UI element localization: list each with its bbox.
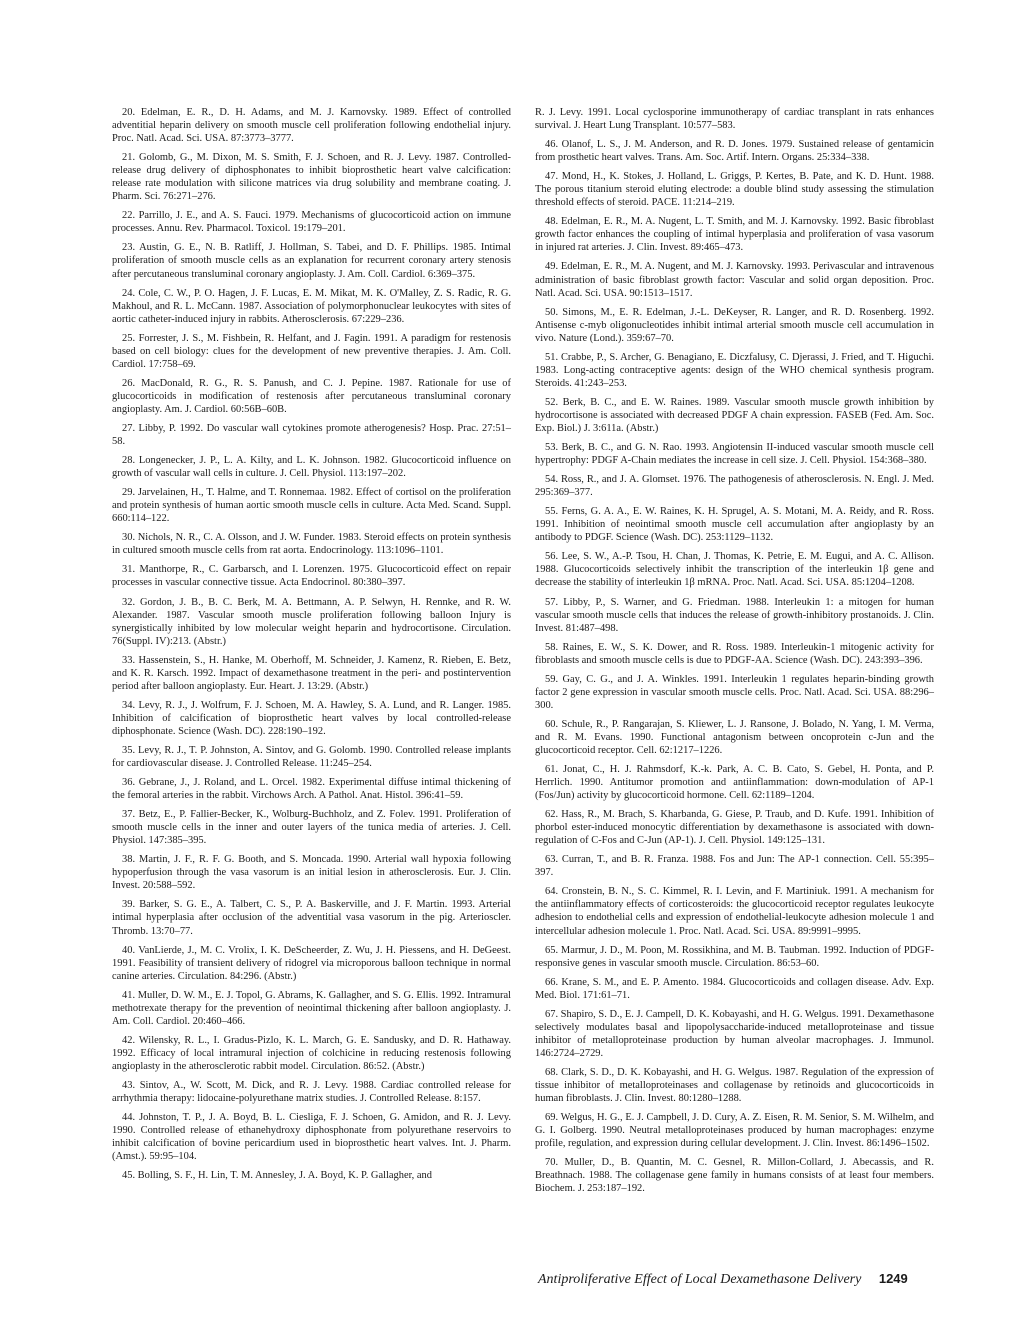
reference-entry: 33. Hassenstein, S., H. Hanke, M. Oberhoff, M. Schneider, J. Kamenz, R. Rieben, E. Betz, and K. R. Karsch. 1992. Impact of dexamethasone treatment in the peri- and postintervention period after balloon angioplasty. Eur. Heart. J. 13:29. (Abstr.): [112, 654, 511, 692]
reference-entry: 32. Gordon, J. B., B. C. Berk, M. A. Bettmann, A. P. Selwyn, H. Rennke, and R. W. Alexander. 1987. Vascular smooth muscle proliferation following balloon Injury is synergistically inhibited by low molecular weight heparin and hydrocortisone. Circulation. 76(Suppl. IV):213. (Abstr.): [112, 596, 511, 647]
reference-entry: 51. Crabbe, P., S. Archer, G. Benagiano, E. Diczfalusy, C. Djerassi, J. Fried, and T. Higuchi. 1983. Long-acting contraceptive agents: design of the WHO chemical synthesis program. Steroids. 41:243–253.: [535, 351, 934, 389]
reference-entry: 40. VanLierde, J., M. C. Vrolix, I. K. DeScheerder, Z. Wu, J. H. Piessens, and H. DeGeest. 1991. Feasibility of transient delivery of ridogrel via microporous balloon technique in normal canine arteries. Circulation. 84:296. (Abstr.): [112, 944, 511, 982]
reference-entry: 39. Barker, S. G. E., A. Talbert, C. S., P. A. Baskerville, and J. F. Martin. 1993. Arterial intimal hyperplasia after occlusion of the adventitial vasa vasorum in the pig. Arterioscler. Thromb. 13:70–77.: [112, 899, 511, 937]
reference-entry: 55. Ferns, G. A. A., E. W. Raines, K. H. Sprugel, A. S. Motani, M. A. Reidy, and R. Ross. 1991. Inhibition of neointimal smooth muscle cell accumulation after angioplasty by an antibody to PDGF. Science (Wash. DC). 253:1129–1132.: [535, 506, 934, 544]
reference-entry: 35. Levy, R. J., T. P. Johnston, A. Sintov, and G. Golomb. 1990. Controlled release implants for cardiovascular disease. J. Controlled Release. 11:245–254.: [112, 744, 511, 770]
reference-entry: 52. Berk, B. C., and E. W. Raines. 1989. Vascular smooth muscle growth inhibition by hydrocortisone is associated with decreased PDGF A chain expression. FASEB (Fed. Am. Soc. Exp. Biol.) J. 3:611a. (Abstr.): [535, 396, 934, 434]
reference-entry: 66. Krane, S. M., and E. P. Amento. 1984. Glucocorticoids and collagen disease. Adv. Exp. Med. Biol. 171:61–71.: [535, 976, 934, 1001]
reference-entry: 61. Jonat, C., H. J. Rahmsdorf, K.-k. Park, A. C. B. Cato, S. Gebel, H. Ponta, and P. Herrlich. 1990. Antitumor promotion and antiinflammation: down-modulation of AP-1 (Fos/Jun) activity by glucocorticoid hormone. Cell. 62:1189–1204.: [535, 764, 934, 802]
reference-entry: 49. Edelman, E. R., M. A. Nugent, and M. J. Karnovsky. 1993. Perivascular and intravenous administration of basic fibroblast growth factor: Vascular and solid organ deposition. Proc. Natl. Acad. Sci. USA. 90:1513–1517.: [535, 261, 934, 299]
reference-entry: 34. Levy, R. J., J. Wolfrum, F. J. Schoen, M. A. Hawley, S. A. Lund, and R. Langer. 1985. Inhibition of calcification of bioprosthetic heart valves by local controlled-release diphosphonate. Science (Wash. DC). 228:190–192.: [112, 699, 511, 737]
reference-entry: 43. Sintov, A., W. Scott, M. Dick, and R. J. Levy. 1988. Cardiac controlled release for arrhythmia therapy: lidocaine-polyurethane matrix studies. J. Controlled Release. 8:157.: [112, 1080, 511, 1105]
reference-entry: 20. Edelman, E. R., D. H. Adams, and M. J. Karnovsky. 1989. Effect of controlled adventitial heparin delivery on smooth muscle cell proliferation following endothelial injury. Proc. Natl. Acad. Sci. USA. 87:3773–3777.: [112, 107, 511, 145]
reference-entry: 24. Cole, C. W., P. O. Hagen, J. F. Lucas, E. M. Mikat, M. K. O'Malley, Z. S. Radic, R. G. Makhoul, and R. L. McCann. 1987. Association of polymorphonuclear leukocytes with sites of aortic catheter-induced injury in rabbits. Atherosclerosis. 67:229–236.: [112, 287, 511, 325]
page-number: 1249: [878, 1271, 908, 1286]
reference-entry: 45. Bolling, S. F., H. Lin, T. M. Annesley, J. A. Boyd, K. P. Gallagher, and: [122, 1170, 432, 1182]
reference-entry: 67. Shapiro, S. D., E. J. Campell, D. K. Kobayashi, and H. G. Welgus. 1991. Dexamethasone selectively modulates basal and lipopolysaccharide-induced metalloproteinase and tissue inhibitor of metalloproteinase production by human alveolar macrophages. J. Immunol. 146:2724–2729.: [535, 1008, 934, 1059]
reference-entry: 70. Muller, D., B. Quantin, M. C. Gesnel, R. Millon-Collard, J. Abecassis, and R. Breathnach. 1988. The collagenase gene family in humans consists of at least four members. Biochem. J. 253:187–192.: [535, 1157, 934, 1195]
reference-entry: 69. Welgus, H. G., E. J. Campbell, J. D. Cury, A. Z. Eisen, R. M. Senior, S. M. Wilhelm, and G. I. Golberg. 1990. Neutral metalloproteinases produced by human macrophages: enzyme profile, regulation, and expression during cellular development. J. Clin. Invest. 86:1496–1502.: [535, 1112, 934, 1150]
page-footer: [538, 1271, 936, 1288]
reference-entry: 42. Wilensky, R. L., I. Gradus-Pizlo, K. L. March, G. E. Sandusky, and D. R. Hathaway. 1992. Efficacy of local intramural injection of colchicine in reducing restenosis following angioplasty in the atherosclerotic rabbit model. Circulation. 86:52. (Abstr.): [112, 1034, 511, 1072]
reference-entry: 27. Libby, P. 1992. Do vascular wall cytokines promote atherogenesis? Hosp. Prac. 27:51–58.: [112, 422, 511, 448]
reference-entry: 57. Libby, P., S. Warner, and G. Friedman. 1988. Interleukin 1: a mitogen for human vascular smooth muscle cells that induces the release of growth-inhibitory prostanoids. J. Clin. Invest. 81:487–498.: [535, 596, 934, 634]
reference-entry: 44. Johnston, T. P., J. A. Boyd, B. L. Ciesliga, F. J. Schoen, G. Amidon, and R. J. Levy. 1990. Controlled release of ethanehydroxy diphosphonate from polyurethane reservoirs to inhibit calcification of bovine pericardium used in bioprosthetic heart valves. Int. J. Pharm. (Amst.). 59:95–104.: [112, 1112, 511, 1163]
left-reference-column: [112, 106, 511, 1188]
reference-entry: 21. Golomb, G., M. Dixon, M. S. Smith, F. J. Schoen, and R. J. Levy. 1987. Controlled-release drug delivery of diphosphonates to inhibit bioprosthetic heart valve calcification: release rate modulation with silicone matrices via drug solubility and membrane coating. J. Pharm. Sci. 76:271–276.: [112, 152, 511, 203]
reference-entry: 56. Lee, S. W., A.-P. Tsou, H. Chan, J. Thomas, K. Petrie, E. M. Eugui, and A. C. Allison. 1988. Glucocorticoids selectively inhibit the transcription of the interleukin 1β gene and decrease the stability of interleukin 1β mRNA. Proc. Natl. Acad. Sci. USA. 85:1204–1208.: [535, 551, 934, 589]
reference-entry: 48. Edelman, E. R., M. A. Nugent, L. T. Smith, and M. J. Karnovsky. 1992. Basic fibroblast growth factor enhances the coupling of intimal hyperplasia and proliferation of vasa vasorum in injured rat arteries. J. Clin. Invest. 89:465–473.: [535, 216, 934, 254]
reference-entry: 62. Hass, R., M. Brach, S. Kharbanda, G. Giese, P. Traub, and D. Kufe. 1991. Inhibition of phorbol ester-induced monocytic differentiation by dexamethasone is associated with down-regulation of C-Fos and C-Jun (AP-1). J. Cell. Physiol. 149:125–131.: [535, 809, 934, 847]
reference-entry: R. J. Levy. 1991. Local cyclosporine immunotherapy of cardiac transplant in rats enhances survival. J. Heart Lung Transplant. 10:577–583.: [535, 107, 934, 132]
reference-entry: 47. Mond, H., K. Stokes, J. Holland, L. Griggs, P. Kertes, B. Pate, and K. D. Hunt. 1988. The porous titanium steroid eluting electrode: a double blind study assessing the stimulation threshold effects of steroid. PACE. 11:214–219.: [535, 171, 934, 209]
reference-entry: 37. Betz, E., P. Fallier-Becker, K., Wolburg-Buchholz, and Z. Folev. 1991. Proliferation of smooth muscle cells in the inner and outer layers of the tunica media of arteries. J. Cell. Physiol. 147:385–395.: [112, 809, 511, 847]
reference-entry: 58. Raines, E. W., S. K. Dower, and R. Ross. 1989. Interleukin-1 mitogenic activity for fibroblasts and smooth muscle cells is due to PDGF-AA. Science (Wash. DC). 243:393–396.: [535, 641, 934, 666]
reference-entry: 26. MacDonald, R. G., R. S. Panush, and C. J. Pepine. 1987. Rationale for use of glucocorticoids in modification of restenosis after percutaneous transluminal coronary angioplasty. Am. J. Cardiol. 60:56B–60B.: [112, 377, 511, 415]
right-reference-column: [535, 106, 934, 1201]
reference-entry: 60. Schule, R., P. Rangarajan, S. Kliewer, L. J. Ransone, J. Bolado, N. Yang, I. M. Verma, and R. M. Evans. 1990. Functional antagonism between oncoprotein c-Jun and the glucocorticoid receptor. Cell. 62:1217–1226.: [535, 718, 934, 756]
reference-entry: 64. Cronstein, B. N., S. C. Kimmel, R. I. Levin, and F. Martiniuk. 1991. A mechanism for the antiinflammatory effects of corticosteroids: the glucocorticoid receptor regulates leukocyte adhesion to endothelial cells and expression of endothelial-leukocyte adhesion molecule 1 and intercellular adhesion molecule 1. Proc. Natl. Acad. Sci. USA. 89:9991–9995.: [535, 886, 934, 937]
reference-entry: 25. Forrester, J. S., M. Fishbein, R. Helfant, and J. Fagin. 1991. A paradigm for restenosis based on cell biology: clues for the development of new preventive therapies. J. Am. Coll. Cardiol. 17:758–69.: [112, 332, 511, 370]
reference-entry: 22. Parrillo, J. E., and A. S. Fauci. 1979. Mechanisms of glucocorticoid action on immune processes. Annu. Rev. Pharmacol. Toxicol. 19:179–201.: [112, 210, 511, 235]
reference-entry: 46. Olanof, L. S., J. M. Anderson, and R. D. Jones. 1979. Sustained release of gentamicin from prosthetic heart valves. Trans. Am. Soc. Artif. Intern. Organs. 25:334–338.: [535, 139, 934, 164]
reference-entry: 63. Curran, T., and B. R. Franza. 1988. Fos and Jun: The AP-1 connection. Cell. 55:395–397.: [535, 854, 934, 879]
reference-entry: 31. Manthorpe, R., C. Garbarsch, and I. Lorenzen. 1975. Glucocorticoid effect on repair processes in vascular connective tissue. Acta Endocrinol. 80:380–397.: [112, 564, 511, 589]
reference-entry: 28. Longenecker, J. P., L. A. Kilty, and L. K. Johnson. 1982. Glucocorticoid influence on growth of vascular wall cells in culture. J. Cell. Physiol. 113:197–202.: [112, 455, 511, 480]
reference-entry: 23. Austin, G. E., N. B. Ratliff, J. Hollman, S. Tabei, and D. F. Phillips. 1985. Intimal proliferation of smooth muscle cells as an explanation for recurrent coronary artery stenosis after percutaneous transluminal coronary angioplasty. J. Am. Coll. Cardiol. 6:369–375.: [112, 242, 511, 280]
reference-entry: 30. Nichols, N. R., C. A. Olsson, and J. W. Funder. 1983. Steroid effects on protein synthesis in cultured smooth muscle cells from rat aorta. Endocrinology. 113:1096–1101.: [112, 532, 511, 557]
reference-entry: 54. Ross, R., and J. A. Glomset. 1976. The pathogenesis of atherosclerosis. N. Engl. J. Med. 295:369–377.: [535, 474, 934, 499]
reference-entry: 38. Martin, J. F., R. F. G. Booth, and S. Moncada. 1990. Arterial wall hypoxia following hypoperfusion through the vasa vasorum is an initial lesion in atherosclerosis. Eur. J. Clin. Invest. 20:588–592.: [112, 854, 511, 892]
reference-entry: 41. Muller, D. W. M., E. J. Topol, G. Abrams, K. Gallagher, and S. G. Ellis. 1992. Intramural methotrexate therapy for the prevention of neointimal thickening after balloon angioplasty. J. Am. Coll. Cardiol. 20:460–466.: [112, 989, 511, 1027]
reference-entry: 53. Berk, B. C., and G. N. Rao. 1993. Angiotensin II-induced vascular smooth muscle cell hypertrophy: PDGF A-Chain mediates the increase in cell size. J. Cell. Physiol. 154:368–380.: [535, 442, 934, 467]
reference-entry: 59. Gay, C. G., and J. A. Winkles. 1991. Interleukin 1 regulates heparin-binding growth factor 2 gene expression in vascular smooth muscle cells. Proc. Natl. Acad. Sci. USA. 88:296–300.: [535, 673, 934, 711]
running-title: Antiproliferative Effect of Local Dexamethasone Delivery: [538, 1272, 862, 1287]
reference-entry: 68. Clark, S. D., D. K. Kobayashi, and H. G. Welgus. 1987. Regulation of the expression of tissue inhibitor of metalloproteinases and collagenase by retinoids and glucocorticoids in human fibroblasts. J. Clin. Invest. 80:1280–1288.: [535, 1066, 934, 1105]
reference-entry: 36. Gebrane, J., J. Roland, and L. Orcel. 1982. Experimental diffuse intimal thickening of the femoral arteries in the rabbit. Virchows Arch. A Pathol. Anat. Histol. 396:41–59.: [112, 777, 511, 802]
reference-entry: 50. Simons, M., E. R. Edelman, J.-L. DeKeyser, R. Langer, and R. D. Rosenberg. 1992. Antisense c-myb oligonucleotides inhibit intimal arterial smooth muscle cell accumulation in vivo. Nature (Lond.). 359:67–70.: [535, 306, 934, 344]
reference-entry: 65. Marmur, J. D., M. Poon, M. Rossikhina, and M. B. Taubman. 1992. Induction of PDGF-responsive genes in vascular smooth muscle. Circulation. 86:53–60.: [535, 944, 934, 969]
reference-entry: 29. Jarvelainen, H., T. Halme, and T. Ronnemaa. 1982. Effect of cortisol on the proliferation and protein synthesis of human aortic smooth muscle cells in culture. Acta Med. Scand. Suppl. 660:114–122.: [112, 487, 511, 525]
